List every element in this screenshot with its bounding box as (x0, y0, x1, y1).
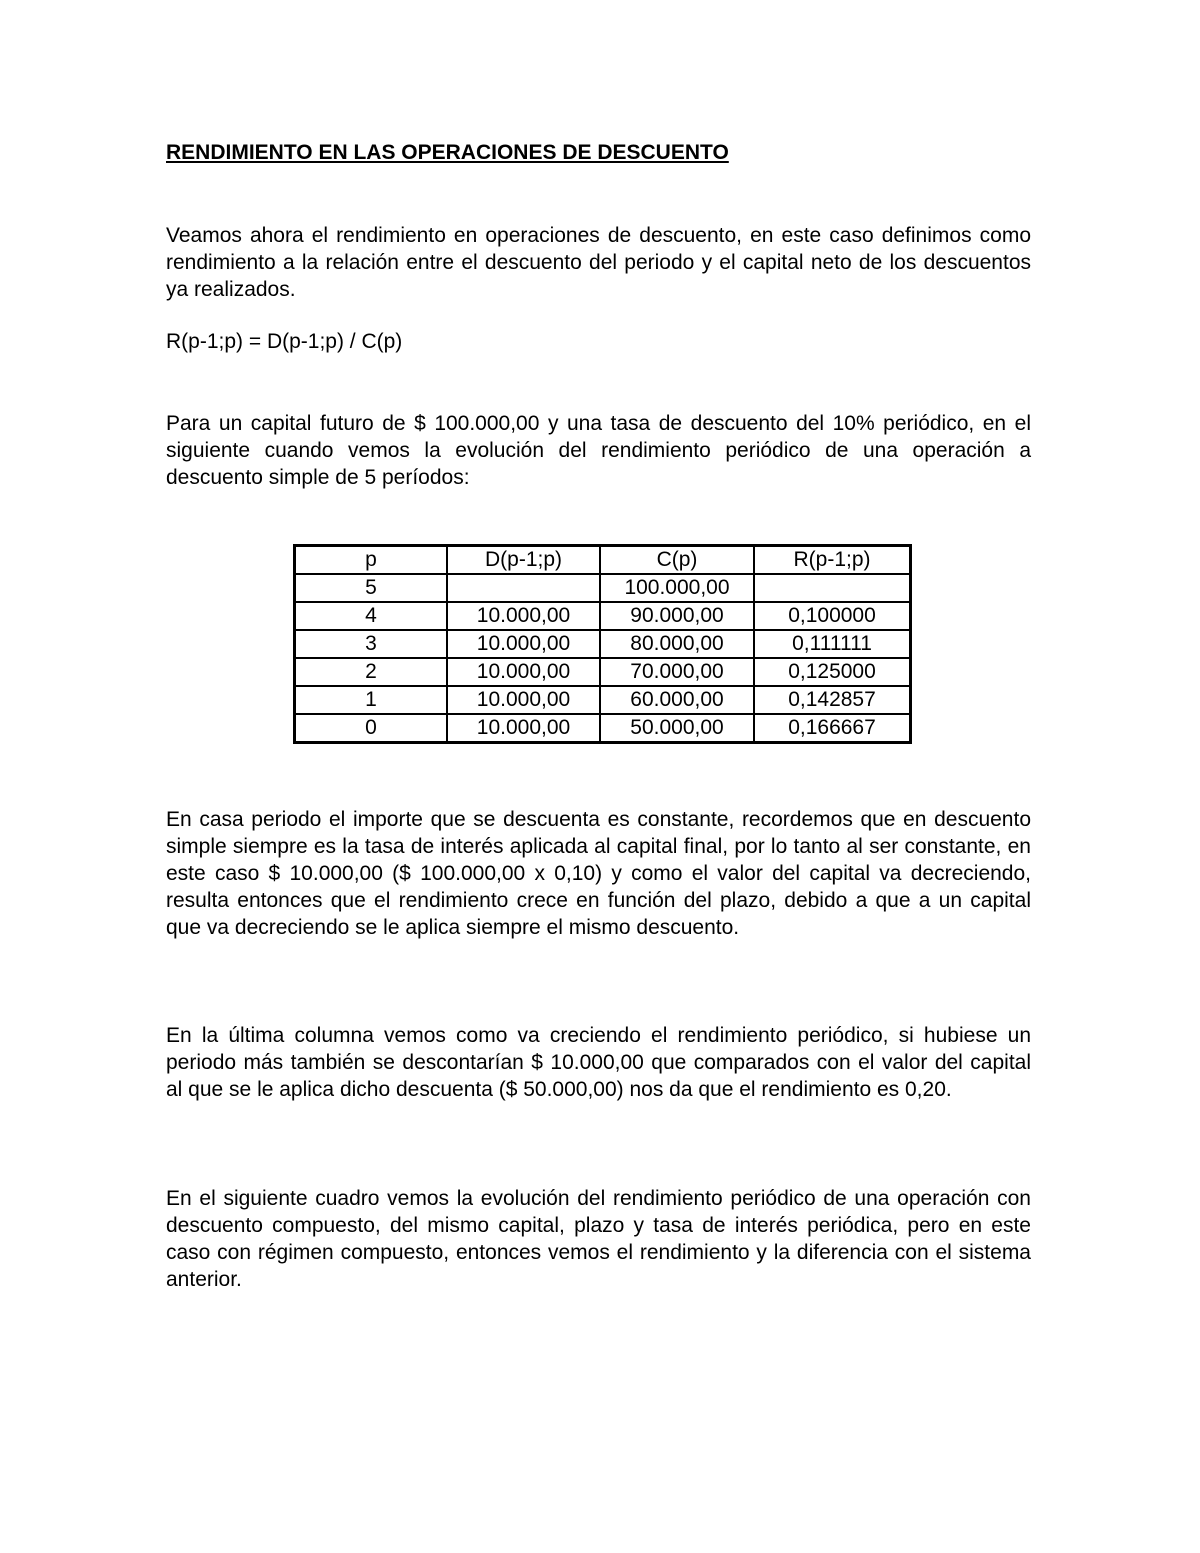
table-cell: 4 (295, 602, 448, 630)
paragraph-last-column: En la última columna vemos como va creciendo el rendimiento periódico, si hubiese un periodo más también se descontarían $ 10.000,00 que comparados con el valor del capital al que se le aplica dicho descuenta ($ 50.000,00) nos da que el rendimiento es 0,20. (166, 1024, 1031, 1101)
paragraph-intro: Veamos ahora el rendimiento en operaciones de descuento, en este caso definimos como rendimiento a la relación entre el descuento del periodo y el capital neto de los descuentos ya realizados. (166, 224, 1031, 301)
header-cell: R(p-1;p) (754, 546, 911, 575)
table-row (295, 630, 911, 658)
formula: R(p-1;p) = D(p-1;p) / C(p) (166, 330, 403, 353)
header-cell: p (295, 546, 448, 575)
paragraph-example: Para un capital futuro de $ 100.000,00 y una tasa de descuento del 10% periódico, en el siguiente cuando vemos la evolución del rendimiento periódico de una operación a descuento simple de 5 períodos: (166, 412, 1031, 489)
table-cell: 0,166667 (754, 714, 911, 743)
table-cell: 0,125000 (754, 658, 911, 686)
table-cell: 10.000,00 (447, 630, 600, 658)
table-cell: 80.000,00 (600, 630, 754, 658)
table-cell: 10.000,00 (447, 714, 600, 743)
table-cell (754, 574, 911, 602)
table-header-row (295, 546, 911, 575)
table-cell: 2 (295, 658, 448, 686)
table-cell: 60.000,00 (600, 686, 754, 714)
table-cell: 3 (295, 630, 448, 658)
table-cell: 10.000,00 (447, 658, 600, 686)
table-row (295, 714, 911, 743)
paragraph-explanation: En casa periodo el importe que se descuenta es constante, recordemos que en descuento simple siempre es la tasa de interés aplicada al capital final, por lo tanto al ser constante, en este caso $ 10.000,00 ($ 100.000,00 x 0,10) y como el valor del capital va decreciendo, resulta entonces que el rendimiento crece en función del plazo, debido a que a un capital que va decreciendo se le aplica siempre el mismo descuento. (166, 808, 1031, 939)
table-row (295, 602, 911, 630)
table-cell: 10.000,00 (447, 686, 600, 714)
table-cell: 1 (295, 686, 448, 714)
header-cell: D(p-1;p) (447, 546, 600, 575)
table-cell: 0,111111 (754, 630, 911, 658)
table-cell: 0 (295, 714, 448, 743)
header-cell: C(p) (600, 546, 754, 575)
page-title: RENDIMIENTO EN LAS OPERACIONES DE DESCUENTO (166, 141, 729, 164)
table-cell: 10.000,00 (447, 602, 600, 630)
table-cell: 5 (295, 574, 448, 602)
table-cell: 70.000,00 (600, 658, 754, 686)
table-cell: 0,142857 (754, 686, 911, 714)
table-row (295, 658, 911, 686)
table-cell: 90.000,00 (600, 602, 754, 630)
table-cell: 50.000,00 (600, 714, 754, 743)
table-cell (447, 574, 600, 602)
table-row (295, 574, 911, 602)
table-row (295, 686, 911, 714)
paragraph-compound: En el siguiente cuadro vemos la evolución del rendimiento periódico de una operación con descuento compuesto, del mismo capital, plazo y tasa de interés periódica, pero en este caso con régimen compuesto, entonces vemos el rendimiento y la diferencia con el sistema anterior. (166, 1187, 1031, 1291)
discount-table (293, 544, 912, 744)
table-cell: 0,100000 (754, 602, 911, 630)
table-cell: 100.000,00 (600, 574, 754, 602)
